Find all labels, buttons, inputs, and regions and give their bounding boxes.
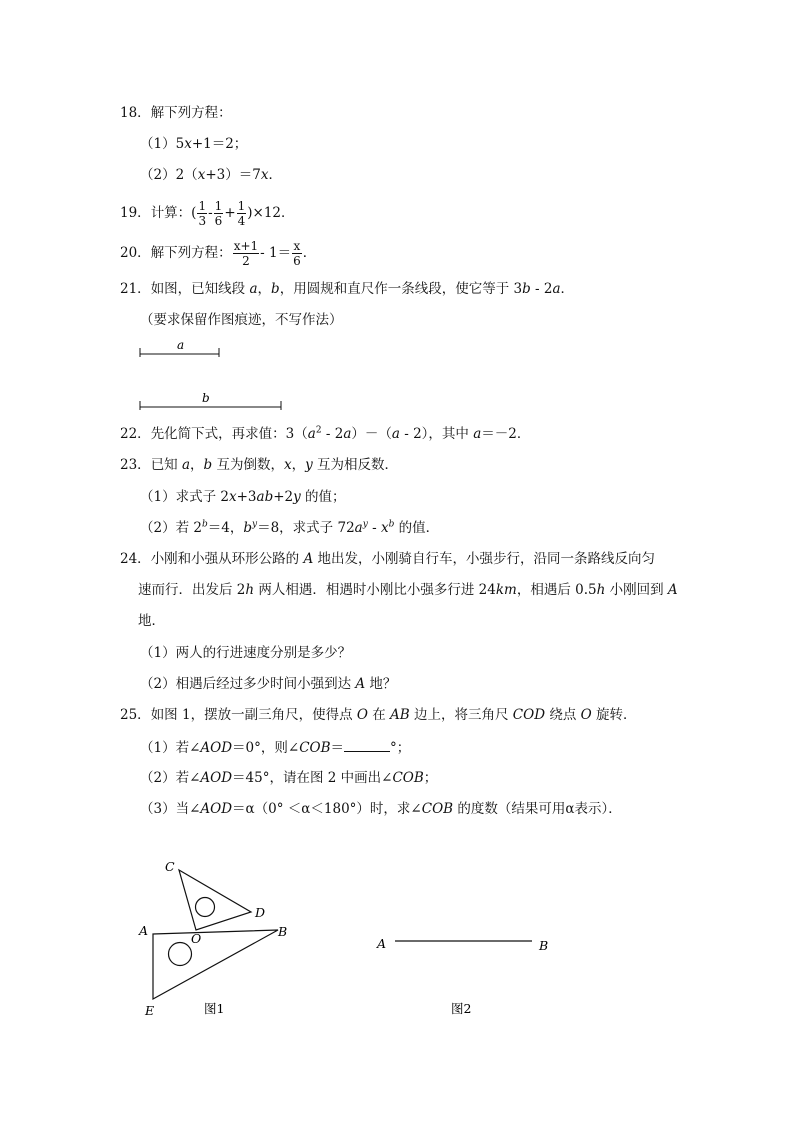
q25-part1: （1）若∠AOD＝0°，则∠COB＝ °； xyxy=(140,737,410,758)
label-a: A xyxy=(139,923,149,938)
triangle-cod xyxy=(179,870,251,930)
answer-blank xyxy=(344,737,390,752)
q24-part2: （2）相遇后经过多少时间小强到达 A 地？ xyxy=(140,676,397,692)
q24-line3: 地． xyxy=(138,613,165,629)
q23-part2: （2）若 $2^b=4$，$b^y=8$，求式子 $72a^y - x^b$ 的值． xyxy=(140,519,440,536)
q18-title: 18．解下列方程： xyxy=(120,105,232,121)
q21-segments xyxy=(130,336,300,416)
q20: 20．解下列方程： $\frac{x+1}{2}$ - 1＝ $\frac{x}{6}$ ． xyxy=(120,239,317,268)
figure-2-caption: 图2 xyxy=(451,1001,472,1016)
q21-title: 21．如图，已知线段 a，b，用圆规和直尺作一条线段，使它等于 3b - 2a． xyxy=(120,281,575,297)
q25-title: 25．如图 1，摆放一副三角尺，使得点 O 在 AB 边上，将三角尺 COD 绕点 O 旋转． xyxy=(120,707,637,723)
segment-b xyxy=(140,391,281,410)
q23-part1: （1）求式子 2x+3ab+2y 的值； xyxy=(140,489,346,505)
label-b: B xyxy=(278,924,288,939)
label-o: O xyxy=(191,931,202,946)
triangle-abe xyxy=(153,930,278,999)
figure-1 xyxy=(130,850,310,1025)
q24-line1: 24．小刚和小强从环形公路的 A 地出发，小刚骑自行车，小强步行，沿同一条路线反向匀 xyxy=(120,551,656,567)
figure-1-caption: 图1 xyxy=(204,1001,225,1016)
q24-line2: 速而行．出发后 2h 两人相遇．相遇时小刚比小强多行进 24km，相遇后 0.5h 小刚回到 A xyxy=(138,582,678,598)
q25-part2: （2）若∠AOD＝45°，请在图 2 中画出∠COB； xyxy=(140,770,438,786)
label-b: B xyxy=(539,938,549,953)
q22: 22．先化简下式，再求值：$3(a^2 - 2a)-(a - 2)$，其中 a＝－2． xyxy=(120,425,531,442)
q23-title: 23．已知 a，b 互为倒数，x，y 互为相反数． xyxy=(120,457,399,473)
label-d: D xyxy=(255,905,266,920)
q19: 19．计算：( $\frac{1}{3}$ - $\frac{1}{6}$ + $\frac{1}{4}$ )×12． xyxy=(120,199,295,228)
segment-a-label: a xyxy=(177,338,185,352)
triangle-abe-hole xyxy=(169,943,192,966)
label-e: E xyxy=(145,1003,155,1018)
q21-note: （要求保留作图痕迹，不写作法） xyxy=(140,312,343,328)
q18-part1: （1）5x+1＝2； xyxy=(140,136,248,152)
segment-b-label: b xyxy=(202,391,210,405)
q25-part3: （3）当∠AOD＝α（0° ＜α＜180°）时，求∠COB 的度数（结果可用α表示）． xyxy=(140,801,622,817)
label-a: A xyxy=(377,936,387,951)
figure-2 xyxy=(370,925,570,1025)
q24-part1: （1）两人的行进速度分别是多少？ xyxy=(140,645,352,661)
q18-part2: （2）2（x+3）＝7x． xyxy=(140,167,282,183)
triangle-cod-hole xyxy=(196,898,215,917)
label-c: C xyxy=(165,859,175,874)
segment-a xyxy=(140,338,219,357)
